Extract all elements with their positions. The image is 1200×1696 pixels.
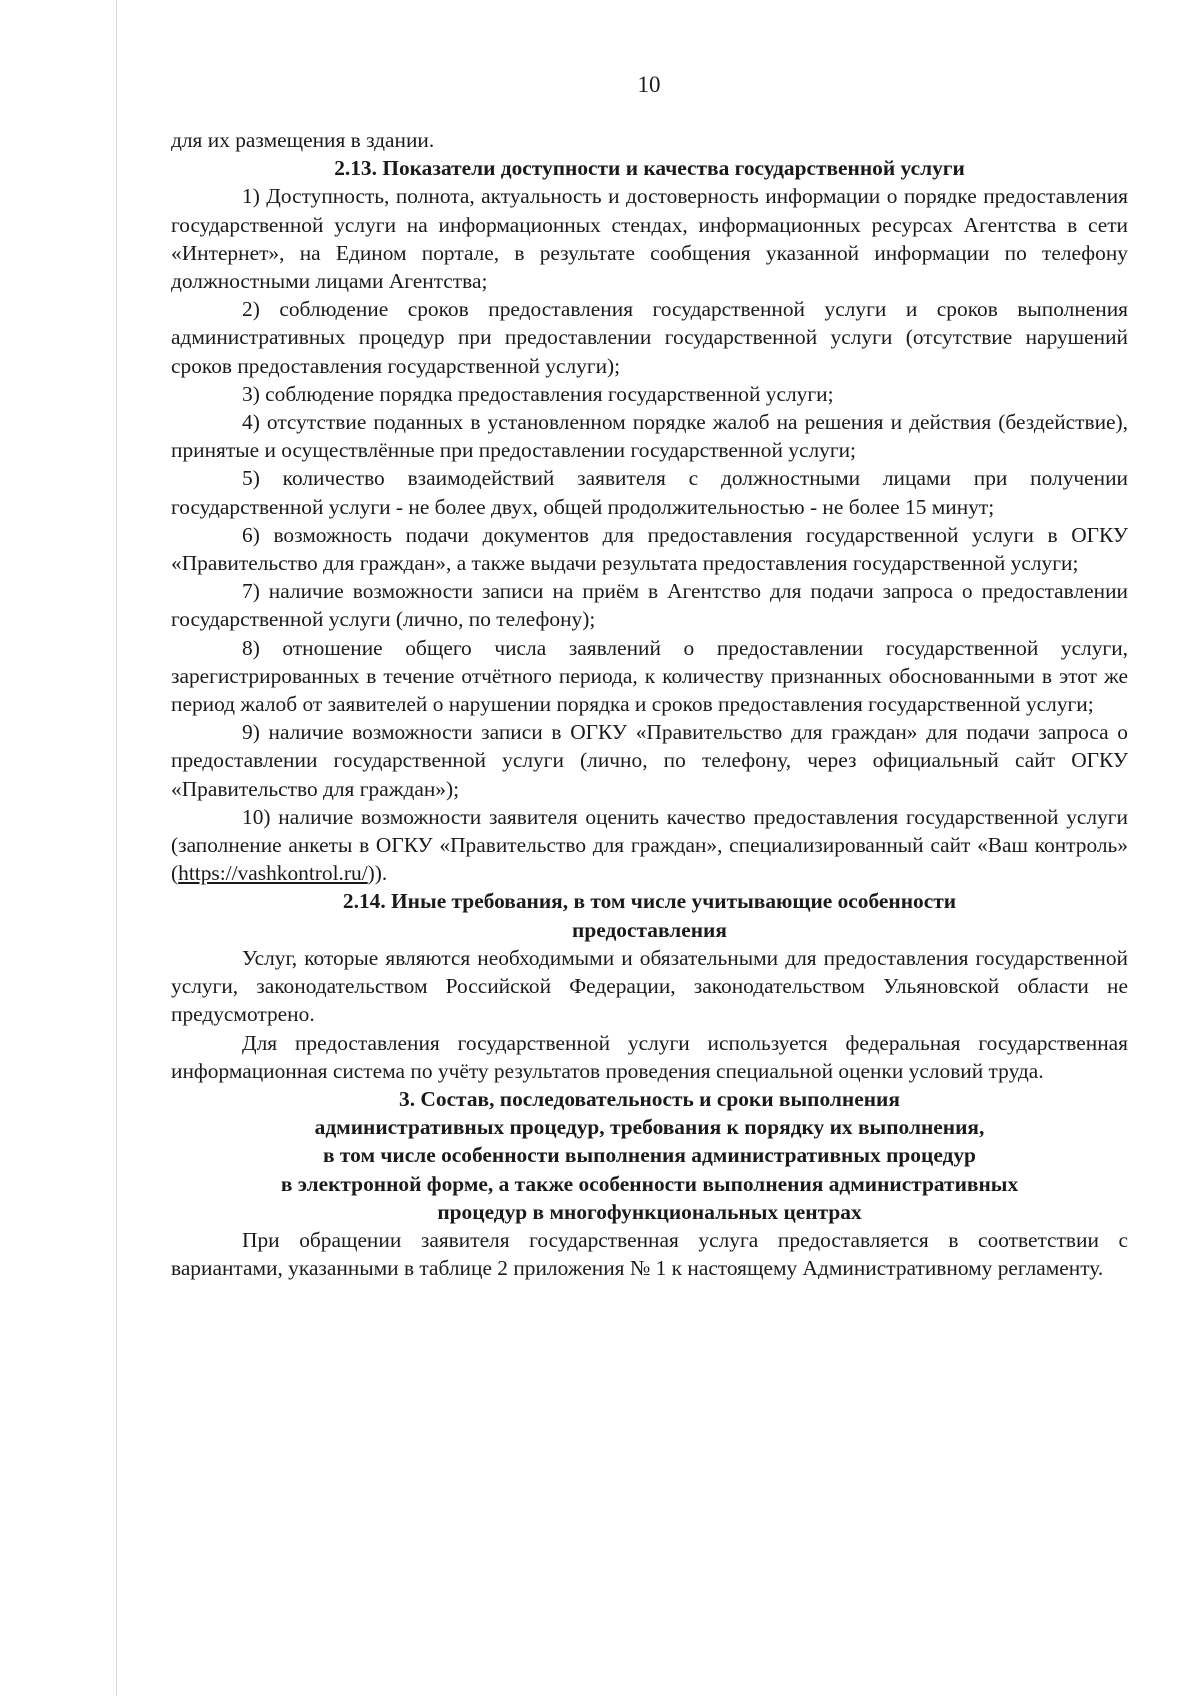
section-2-13-item-7: 7) наличие возможности записи на приём в Агентство для подачи запроса о предоставлении государственной услуги (лично, по телефону); [171,579,1128,632]
item-10-text: 10) наличие возможности заявителя оценить качество предоставления государственной услуги (заполнение анкеты в ОГКУ «Правительство для граждан», специализированный сайт «Ваш контроль» ( [171,804,1128,886]
document-body [171,126,1128,1282]
item-10-end: )). [367,861,388,886]
section-2-13-item-2: 2) соблюдение сроков предоставления государственной услуги и сроков выполнения административных процедур при предоставлении государственной услуги (отсутствие нарушений сроков предоставления государственной услуги); [171,297,1128,378]
section-2-13-item-3: 3) соблюдение порядка предоставления государственной услуги; [242,381,834,406]
section-3-heading-line-5: процедур в многофункциональных центрах [437,1199,862,1224]
section-2-13-item-5: 5) количество взаимодействий заявителя с должностными лицами при получении государственной услуги - не более двух, общей продолжительностью - не более 15 минут; [171,466,1128,519]
intro-line: для их размещения в здании. [171,128,435,152]
section-2-13-item-10 [171,803,1128,888]
section-3-heading-line-1: 3. Состав, последовательность и сроки выполнения [399,1086,900,1111]
section-3-heading-line-2: административных процедур, требования к порядку их выполнения, [314,1115,985,1140]
page-number: 10 [637,72,661,97]
section-2-14-heading-line-2: предоставления [572,917,727,942]
section-2-13-item-1: 1) Доступность, полнота, актуальность и достоверность информации о порядке предоставления государственной услуги на информационных стендах, информационных ресурсах Агентства в сети «Интернет», на Едином портале, в результате сообщения указанной информации по телефону должностными лицами Агентства; [171,184,1128,294]
section-2-13-item-6: 6) возможность подачи документов для предоставления государственной услуги в ОГКУ «Правительство для граждан», а также выдачи результата предоставления государственной услуги; [171,522,1128,576]
page-margin-line [116,0,117,1696]
section-2-13-item-8: 8) отношение общего числа заявлений о предоставлении государственной услуги, зарегистрированных в течение отчётного периода, к количеству признанных обоснованными в этот же период жалоб от заявителей о нарушении порядка и сроков предоставления государственной услуги; [171,635,1128,717]
section-2-13-item-4: 4) отсутствие поданных в установленном порядке жалоб на решения и действия (бездействие), принятые и осуществлённые при предоставлении государственной услуги; [171,410,1128,463]
vashkontrol-link[interactable]: https://vashkontrol.ru/ [178,861,368,886]
section-2-13-heading: 2.13. Показатели доступности и качества государственной услуги [334,156,965,181]
section-2-14-heading [171,887,1128,943]
section-3-paragraph: При обращении заявителя государственная услуга предоставляется в соответствии с вариантами, указанными в таблице 2 приложения № 1 к настоящему Административному регламенту. [171,1227,1128,1281]
section-3-heading-line-3: в том числе особенности выполнения административных процедур [323,1143,976,1168]
section-2-13-item-9: 9) наличие возможности записи в ОГКУ «Правительство для граждан» для подачи запроса о предоставлении государственной услуги (лично, по телефону, через официальный сайт ОГКУ «Правительство для граждан»); [171,720,1128,801]
section-2-14-heading-line-1: 2.14. Иные требования, в том числе учитывающие особенности [342,889,957,914]
section-3-heading-line-4: в электронной форме, а также особенности выполнения административных [280,1171,1019,1196]
section-3-heading [171,1085,1128,1226]
section-2-14-paragraph-2: Для предоставления государственной услуги используется федеральная государственная информационная система по учёту результатов проведения специальной оценки условий труда. [171,1030,1128,1083]
section-2-14-paragraph-1: Услуг, которые являются необходимыми и обязательными для предоставления государственной услуги, законодательством Российской Федерации, законодательством Ульяновской области не предусмотрено. [171,945,1128,1027]
